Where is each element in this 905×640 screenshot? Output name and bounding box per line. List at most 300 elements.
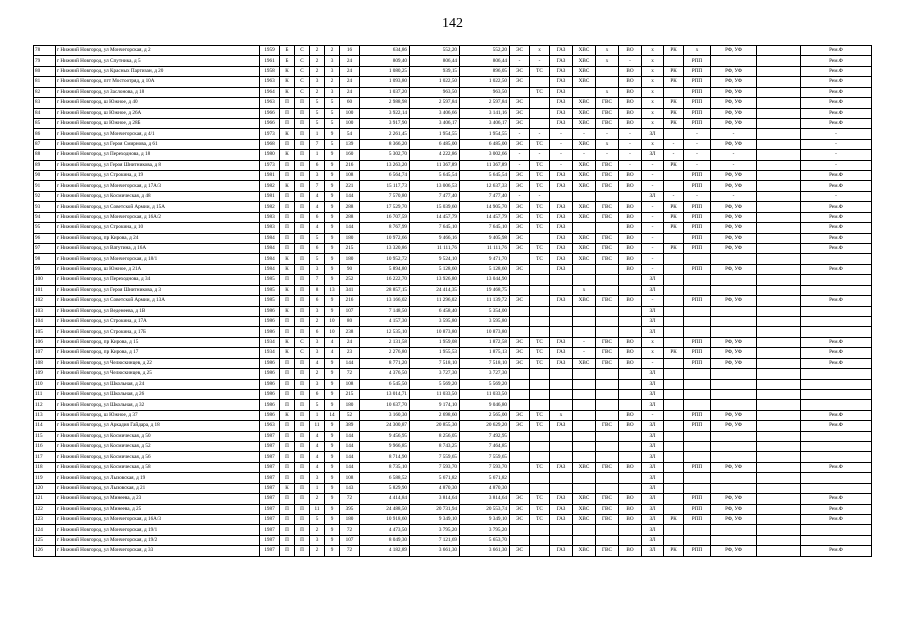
- table-cell: РФ, УФ: [711, 46, 757, 56]
- table-cell: ГВС: [596, 546, 619, 556]
- table-cell: [711, 535, 757, 545]
- table-cell: 11: [310, 504, 325, 514]
- table-cell: 10 637,70: [360, 400, 410, 410]
- table-cell: -: [510, 56, 530, 66]
- table-cell: [510, 389, 530, 399]
- table-row: [34, 358, 872, 368]
- table-cell: 4 870,30: [460, 483, 510, 493]
- table-cell: [757, 285, 801, 295]
- table-cell: -: [642, 244, 664, 254]
- table-cell: ХВС: [573, 108, 596, 118]
- table-cell: г Нижний Новгород, ул Аркадия Гайдара, д 18: [56, 421, 260, 431]
- table-cell: ГАЗ: [550, 296, 573, 306]
- table-cell: [619, 389, 642, 399]
- table-cell: 144: [340, 358, 360, 368]
- table-cell: 91: [34, 181, 56, 191]
- table-cell: ГАЗ: [550, 546, 573, 556]
- table-cell: РФ, УФ: [711, 98, 757, 108]
- table-row: [34, 462, 872, 472]
- table-cell: ГВС: [596, 202, 619, 212]
- table-cell: ГАЗ: [550, 244, 573, 254]
- table-row: [34, 442, 872, 452]
- table-cell: [684, 535, 711, 545]
- table-cell: [757, 66, 801, 76]
- table-cell: [757, 442, 801, 452]
- table-cell: К: [280, 66, 295, 76]
- table-cell: ЗЛ: [642, 379, 664, 389]
- table-cell: ТС: [530, 223, 550, 233]
- table-cell: [573, 369, 596, 379]
- table-cell: П: [295, 118, 310, 128]
- table-cell: 1987: [260, 473, 280, 483]
- table-cell: 11 111,76: [460, 244, 510, 254]
- table-cell: [801, 369, 872, 379]
- table-cell: [757, 525, 801, 535]
- table-cell: 5 671,82: [410, 473, 460, 483]
- table-cell: 98: [34, 254, 56, 264]
- table-cell: [510, 400, 530, 410]
- table-cell: [684, 285, 711, 295]
- table-cell: [550, 285, 573, 295]
- table-cell: [711, 400, 757, 410]
- table-cell: ТС: [530, 358, 550, 368]
- table-cell: 4: [310, 462, 325, 472]
- table-cell: 4: [325, 348, 340, 358]
- table-cell: П: [295, 212, 310, 222]
- table-cell: ГВС: [596, 358, 619, 368]
- table-cell: ЭС: [510, 514, 530, 524]
- table-cell: 16 222,70: [360, 275, 410, 285]
- table-cell: [801, 285, 872, 295]
- table-cell: 11 033,50: [410, 389, 460, 399]
- table-cell: П: [280, 389, 295, 399]
- table-cell: г Нижний Новгород, ш Южное, д 37: [56, 410, 260, 420]
- table-cell: П: [280, 139, 295, 149]
- table-cell: [619, 191, 642, 201]
- table-cell: Рем.Ф: [801, 202, 872, 212]
- table-cell: -: [642, 264, 664, 274]
- table-cell: 94: [34, 212, 56, 222]
- table-cell: г Нижний Новгород, ул Школьная, д 32: [56, 400, 260, 410]
- table-cell: 144: [340, 462, 360, 472]
- table-cell: 2: [310, 46, 325, 56]
- table-cell: ЗЛ: [642, 546, 664, 556]
- table-cell: 3 406,17: [410, 118, 460, 128]
- table-cell: 124: [34, 525, 56, 535]
- table-cell: ВО: [619, 98, 642, 108]
- table-cell: [573, 379, 596, 389]
- table-cell: 7 645,10: [410, 223, 460, 233]
- table-cell: 16 707,59: [360, 212, 410, 222]
- table-row: [34, 87, 872, 97]
- table-cell: -: [642, 160, 664, 170]
- table-cell: [619, 400, 642, 410]
- table-cell: 7 518,10: [460, 358, 510, 368]
- table-cell: ГАЗ: [550, 254, 573, 264]
- table-cell: 86: [34, 129, 56, 139]
- table-cell: 144: [340, 452, 360, 462]
- table-cell: 144: [340, 223, 360, 233]
- table-cell: -: [684, 160, 711, 170]
- table-cell: 4 157,30: [360, 316, 410, 326]
- table-cell: [530, 233, 550, 243]
- table-cell: 2: [310, 56, 325, 66]
- table-cell: 12 637,33: [460, 181, 510, 191]
- table-cell: 1: [310, 129, 325, 139]
- table-cell: 9: [325, 275, 340, 285]
- table-cell: [757, 275, 801, 285]
- table-cell: [757, 181, 801, 191]
- table-cell: [510, 327, 530, 337]
- table-row: [34, 337, 872, 347]
- table-cell: [757, 77, 801, 87]
- table-cell: 1987: [260, 494, 280, 504]
- table-cell: 2 698,60: [410, 410, 460, 420]
- table-cell: РПП: [684, 223, 711, 233]
- table-cell: ВО: [619, 462, 642, 472]
- table-cell: П: [295, 244, 310, 254]
- table-cell: 1 959,08: [410, 337, 460, 347]
- table-cell: РФ, УФ: [711, 546, 757, 556]
- table-cell: РК: [664, 212, 684, 222]
- table-cell: ГВС: [596, 212, 619, 222]
- table-cell: Рем.Ф: [801, 504, 872, 514]
- table-cell: ЭС: [510, 421, 530, 431]
- table-cell: 8 771,20: [360, 358, 410, 368]
- table-cell: Б: [280, 46, 295, 56]
- table-row: [34, 369, 872, 379]
- table-cell: 9: [325, 358, 340, 368]
- table-cell: [596, 400, 619, 410]
- table-cell: [757, 462, 801, 472]
- table-cell: ЭС: [510, 296, 530, 306]
- table-cell: 20 731,94: [410, 504, 460, 514]
- table-cell: К: [280, 264, 295, 274]
- table-cell: -: [510, 150, 530, 160]
- table-cell: х: [530, 46, 550, 56]
- table-cell: [664, 275, 684, 285]
- table-cell: -: [642, 254, 664, 264]
- table-cell: [757, 306, 801, 316]
- table-cell: ГАЗ: [550, 56, 573, 66]
- table-cell: [711, 442, 757, 452]
- table-cell: [530, 316, 550, 326]
- table-cell: 102: [34, 296, 56, 306]
- table-cell: [530, 389, 550, 399]
- table-cell: 7 148,50: [360, 306, 410, 316]
- table-cell: г Нижний Новгород, ул Космическая, д 48: [56, 191, 260, 201]
- table-cell: 119: [34, 473, 56, 483]
- table-cell: -: [550, 160, 573, 170]
- table-cell: г Нижний Новгород, ул Веденеева, д 1В: [56, 306, 260, 316]
- table-cell: Рем.Ф: [801, 462, 872, 472]
- table-cell: [684, 431, 711, 441]
- table-cell: 1987: [260, 514, 280, 524]
- table-cell: [596, 379, 619, 389]
- table-cell: г Нижний Новгород, ул Героя Шнитникова, д 8: [56, 160, 260, 170]
- table-cell: 115: [34, 431, 56, 441]
- table-cell: ВО: [619, 254, 642, 264]
- table-cell: -: [711, 160, 757, 170]
- table-cell: [684, 327, 711, 337]
- table-cell: 1 954,55: [410, 129, 460, 139]
- table-cell: 963,50: [460, 87, 510, 97]
- table-cell: [619, 369, 642, 379]
- table-cell: [757, 337, 801, 347]
- table-cell: [684, 389, 711, 399]
- table-cell: 110: [34, 379, 56, 389]
- table-cell: ТС: [530, 348, 550, 358]
- table-cell: ХВС: [573, 56, 596, 66]
- housing-table: [33, 45, 872, 557]
- table-cell: 5: [310, 254, 325, 264]
- table-cell: [530, 327, 550, 337]
- table-cell: 4 222,86: [410, 150, 460, 160]
- table-cell: 9: [325, 504, 340, 514]
- table-cell: П: [295, 535, 310, 545]
- table-cell: [801, 525, 872, 535]
- table-cell: РПП: [684, 296, 711, 306]
- table-cell: 9 466,16: [410, 233, 460, 243]
- table-cell: г Нижний Новгород, ш Южное, д 28Б: [56, 118, 260, 128]
- table-cell: 2 597,84: [410, 98, 460, 108]
- table-cell: 6: [310, 212, 325, 222]
- table-cell: ВО: [619, 244, 642, 254]
- table-cell: Рем.Ф: [801, 264, 872, 274]
- table-body: [34, 46, 872, 557]
- table-cell: 1 022,50: [460, 77, 510, 87]
- table-cell: П: [280, 514, 295, 524]
- table-cell: 3: [310, 379, 325, 389]
- table-cell: 4: [310, 442, 325, 452]
- table-cell: 1986: [260, 389, 280, 399]
- table-cell: -: [711, 191, 757, 201]
- table-cell: 10: [325, 316, 340, 326]
- table-cell: [550, 191, 573, 201]
- table-cell: 5: [310, 514, 325, 524]
- table-cell: [596, 285, 619, 295]
- table-cell: К: [280, 483, 295, 493]
- table-cell: 3 814,64: [460, 494, 510, 504]
- table-cell: г Нижний Новгород, ул Минеева, д 23: [56, 494, 260, 504]
- table-cell: 4 376,50: [360, 369, 410, 379]
- table-cell: ХВС: [573, 46, 596, 56]
- table-cell: [801, 306, 872, 316]
- table-cell: ВО: [619, 233, 642, 243]
- table-cell: ЗЛ: [642, 421, 664, 431]
- table-cell: г Нижний Новгород, ул Минеева, д 25: [56, 504, 260, 514]
- table-cell: РПП: [684, 212, 711, 222]
- table-cell: ЭС: [510, 181, 530, 191]
- table-cell: ЭС: [510, 139, 530, 149]
- table-cell: [510, 379, 530, 389]
- table-cell: 2 131,58: [360, 337, 410, 347]
- table-cell: [573, 483, 596, 493]
- table-row: [34, 400, 872, 410]
- table-cell: РФ, УФ: [711, 244, 757, 254]
- table-cell: 16: [340, 46, 360, 56]
- table-cell: -: [642, 358, 664, 368]
- table-cell: -: [573, 150, 596, 160]
- table-cell: К: [280, 306, 295, 316]
- table-cell: 123: [34, 514, 56, 524]
- table-cell: 9: [325, 233, 340, 243]
- table-cell: 7 477,40: [410, 191, 460, 201]
- table-cell: Рем.Ф: [801, 514, 872, 524]
- table-cell: ЗЛ: [642, 191, 664, 201]
- table-cell: 5 645,54: [410, 171, 460, 181]
- table-cell: П: [280, 421, 295, 431]
- table-cell: ТС: [530, 66, 550, 76]
- table-cell: 117: [34, 452, 56, 462]
- table-cell: ГВС: [596, 254, 619, 264]
- table-cell: 5: [310, 400, 325, 410]
- table-cell: Рем.Ф: [801, 56, 872, 66]
- table-cell: 120: [34, 483, 56, 493]
- table-cell: [573, 316, 596, 326]
- table-cell: РПП: [684, 66, 711, 76]
- table-cell: П: [295, 191, 310, 201]
- table-cell: 7: [310, 139, 325, 149]
- table-cell: П: [280, 223, 295, 233]
- table-cell: 6 588,52: [360, 473, 410, 483]
- table-cell: ЭС: [510, 337, 530, 347]
- table-cell: 13: [325, 285, 340, 295]
- table-cell: [573, 306, 596, 316]
- table-cell: [757, 410, 801, 420]
- table-cell: х: [642, 46, 664, 56]
- table-cell: 1981: [260, 171, 280, 181]
- table-cell: 3 814,64: [410, 494, 460, 504]
- table-cell: 105: [34, 327, 56, 337]
- table-cell: ХВС: [573, 118, 596, 128]
- table-cell: П: [295, 546, 310, 556]
- table-cell: П: [280, 171, 295, 181]
- table-cell: РФ, УФ: [711, 181, 757, 191]
- table-cell: [664, 421, 684, 431]
- table-cell: 6 485,00: [460, 139, 510, 149]
- table-cell: [530, 98, 550, 108]
- table-cell: 3: [310, 337, 325, 347]
- table-cell: 6: [310, 160, 325, 170]
- table-cell: ВО: [619, 66, 642, 76]
- table-cell: П: [280, 98, 295, 108]
- table-row: [34, 306, 872, 316]
- table-cell: С: [295, 87, 310, 97]
- table-cell: 93: [34, 202, 56, 212]
- table-cell: 14: [325, 410, 340, 420]
- table-cell: г Нижний Новгород, ул Строкина, д 19: [56, 171, 260, 181]
- table-row: [34, 108, 872, 118]
- table-cell: 1: [310, 410, 325, 420]
- table-row: [34, 244, 872, 254]
- table-cell: [757, 327, 801, 337]
- table-cell: -: [642, 410, 664, 420]
- table-cell: [801, 452, 872, 462]
- table-cell: г Нижний Новгород, ул Строкина, д 17Б: [56, 327, 260, 337]
- table-cell: ЭС: [510, 66, 530, 76]
- table-cell: 180: [340, 400, 360, 410]
- table-cell: 5 894,80: [360, 264, 410, 274]
- table-cell: 10 873,80: [410, 327, 460, 337]
- table-cell: 1 022,50: [410, 77, 460, 87]
- table-cell: РПП: [684, 462, 711, 472]
- table-cell: ТС: [530, 87, 550, 97]
- table-cell: 10 918,60: [360, 514, 410, 524]
- table-cell: РПП: [684, 181, 711, 191]
- table-row: [34, 421, 872, 431]
- table-cell: П: [280, 462, 295, 472]
- table-row: [34, 275, 872, 285]
- table-cell: [619, 306, 642, 316]
- table-cell: П: [295, 494, 310, 504]
- table-cell: ЗЛ: [642, 400, 664, 410]
- table-cell: [664, 410, 684, 420]
- table-cell: 1966: [260, 108, 280, 118]
- table-cell: ТС: [530, 421, 550, 431]
- table-cell: С: [295, 56, 310, 66]
- table-cell: 13 926,80: [410, 275, 460, 285]
- table-cell: [711, 254, 757, 264]
- table-cell: [550, 316, 573, 326]
- table-cell: 180: [340, 254, 360, 264]
- table-cell: 100: [340, 108, 360, 118]
- table-cell: 5 671,82: [460, 473, 510, 483]
- table-cell: ГАЗ: [550, 337, 573, 347]
- table-cell: 1987: [260, 546, 280, 556]
- table-cell: 4: [310, 358, 325, 368]
- table-cell: РК: [664, 160, 684, 170]
- table-cell: ЭС: [510, 410, 530, 420]
- table-cell: РФ, УФ: [711, 462, 757, 472]
- table-cell: 1961: [260, 56, 280, 66]
- table-cell: -: [684, 129, 711, 139]
- table-cell: -: [642, 296, 664, 306]
- table-cell: х: [642, 66, 664, 76]
- table-cell: [573, 327, 596, 337]
- table-cell: П: [280, 296, 295, 306]
- table-cell: П: [295, 202, 310, 212]
- table-cell: 4: [310, 431, 325, 441]
- table-cell: [664, 494, 684, 504]
- table-cell: 13 014,71: [360, 389, 410, 399]
- table-cell: [596, 316, 619, 326]
- table-cell: П: [295, 285, 310, 295]
- table-cell: 9 174,10: [410, 400, 460, 410]
- table-cell: К: [280, 77, 295, 87]
- table-cell: [530, 108, 550, 118]
- table-cell: РФ, УФ: [711, 223, 757, 233]
- table-cell: г Нижний Новгород, ул Мончегорская, д 17А/3: [56, 181, 260, 191]
- table-cell: -: [801, 150, 872, 160]
- table-cell: г Нижний Новгород, ул Советской Армии, д 15А: [56, 202, 260, 212]
- table-cell: 108: [34, 358, 56, 368]
- table-cell: [596, 327, 619, 337]
- table-cell: РК: [664, 546, 684, 556]
- table-cell: [530, 483, 550, 493]
- table-cell: 15 039,60: [410, 202, 460, 212]
- table-cell: 6: [310, 389, 325, 399]
- table-cell: 13 006,53: [410, 181, 460, 191]
- table-cell: [619, 535, 642, 545]
- table-cell: РФ, УФ: [711, 66, 757, 76]
- table-cell: РК: [664, 77, 684, 87]
- table-cell: 24: [340, 77, 360, 87]
- table-cell: 9: [325, 160, 340, 170]
- table-cell: 112: [34, 400, 56, 410]
- table-cell: [573, 452, 596, 462]
- table-cell: РПП: [684, 264, 711, 274]
